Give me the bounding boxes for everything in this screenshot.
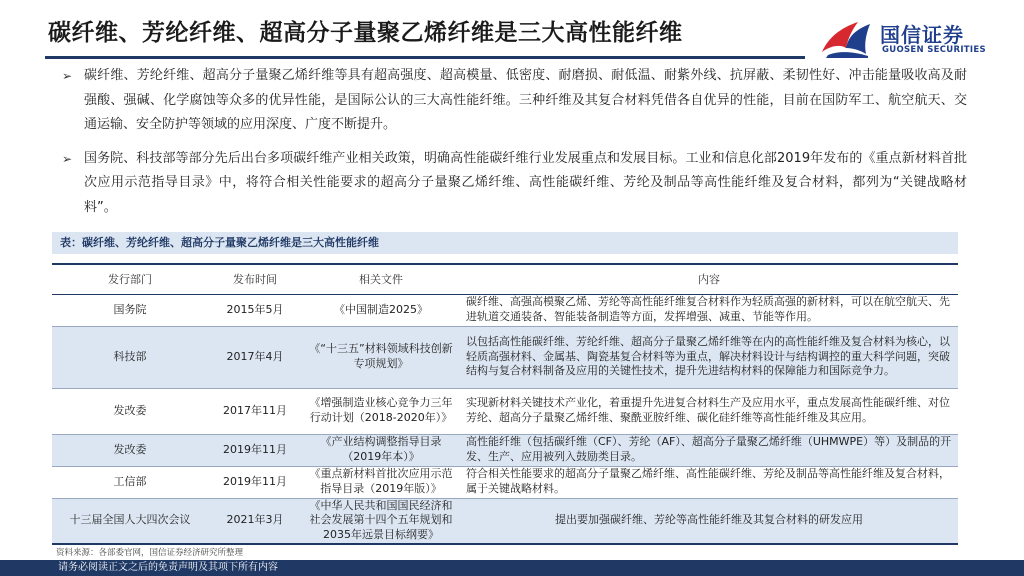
footer-bar xyxy=(0,560,1024,576)
cell-document: 《“十三五”材料领域科技创新专项规划》 xyxy=(302,326,460,388)
title-underline xyxy=(45,56,805,59)
bullet-item xyxy=(62,64,967,138)
bullet-text: 国务院、科技部等部分先后出台多项碳纤维产业相关政策，明确高性能碳纤维行业发展重点和发展目标。工业和信息化部2019年发布的《重点新材料首批次应用示范指导目录》中，将符合相关性能要求的超高分子量聚乙烯纤维、高性能碳纤维、芳纶及制品等高性能纤维及复合材料，都列为“关键战略材料”。 xyxy=(84,150,967,215)
cell-date: 2021年3月 xyxy=(208,498,302,544)
logo-company-name: 国信证券 xyxy=(880,23,964,47)
bullet-item xyxy=(62,147,967,221)
table-caption: 表：碳纤维、芳纶纤维、超高分子量聚乙烯纤维是三大高性能纤维 xyxy=(52,232,958,254)
page-title: 碳纤维、芳纶纤维、超高分子量聚乙烯纤维是三大高性能纤维 xyxy=(48,20,683,46)
table-row xyxy=(52,388,958,434)
logo-english-name: GUOSEN SECURITIES xyxy=(882,45,986,55)
cell-document: 《增强制造业核心竞争力三年行动计划（2018-2020年）》 xyxy=(302,388,460,434)
guosen-logo-icon xyxy=(818,18,874,58)
column-header-department: 发行部门 xyxy=(52,264,208,294)
cell-document: 《中国制造2025》 xyxy=(302,294,460,326)
cell-date: 2017年11月 xyxy=(208,388,302,434)
table-row xyxy=(52,294,958,326)
bullet-list xyxy=(62,64,967,221)
cell-document: 《重点新材料首批次应用示范指导目录（2019年版）》 xyxy=(302,466,460,498)
table-row xyxy=(52,466,958,498)
arrow-bullet-icon: ➢ xyxy=(62,151,73,166)
bullet-text: 碳纤维、芳纶纤维、超高分子量聚乙烯纤维等具有超高强度、超高模量、低密度、耐磨损、耐低温、耐紫外线、抗屏蔽、柔韧性好、冲击能量吸收高及耐强酸、强碱、化学腐蚀等众多的优异性能，是国际公认的三大高性能纤维。三种纤维及其复合材料凭借各自优异的性能，目前在国防军工、航空航天、交通运输、安全防护等领域的应用深度、广度不断提升。 xyxy=(84,68,967,133)
cell-department: 科技部 xyxy=(52,326,208,388)
table-row xyxy=(52,434,958,466)
cell-date: 2015年5月 xyxy=(208,294,302,326)
title-bar xyxy=(0,0,1024,62)
cell-content: 实现新材料关键技术产业化，着重提升先进复合材料生产及应用水平，重点发展高性能碳纤维、对位芳纶、超高分子量聚乙烯纤维、聚酰亚胺纤维、碳化硅纤维等高性能纤维及其应用。 xyxy=(460,388,958,434)
cell-department: 工信部 xyxy=(52,466,208,498)
cell-department: 发改委 xyxy=(52,434,208,466)
source-note: 资料来源：各部委官网，国信证券经济研究所整理 xyxy=(56,548,244,558)
company-logo xyxy=(818,18,1018,60)
cell-content: 以包括高性能碳纤维、芳纶纤维、超高分子量聚乙烯纤维等在内的高性能纤维及复合材料为核心，以轻质高强材料、金属基、陶瓷基复合材料等为重点，解决材料设计与结构调控的重大科学问题，突破结构与复合材料制备及应用的关键性技术，提升先进结构材料的保障能力和国际竞争力。 xyxy=(460,326,958,388)
cell-content: 提出要加强碳纤维、芳纶等高性能纤维及其复合材料的研发应用 xyxy=(460,498,958,544)
cell-date: 2019年11月 xyxy=(208,434,302,466)
column-header-date: 发布时间 xyxy=(208,264,302,294)
cell-department: 国务院 xyxy=(52,294,208,326)
arrow-bullet-icon: ➢ xyxy=(62,69,73,83)
cell-document: 《产业结构调整指导目录（2019年本）》 xyxy=(302,434,460,466)
cell-date: 2017年4月 xyxy=(208,326,302,388)
table-header-row xyxy=(52,264,958,294)
cell-content: 高性能纤维（包括碳纤维（CF）、芳纶（AF）、超高分子量聚乙烯纤维（UHMWPE）等）及制品的开发、生产、应用被列入鼓励类目录。 xyxy=(460,434,958,466)
column-header-document: 相关文件 xyxy=(302,264,460,294)
column-header-content: 内容 xyxy=(460,264,958,294)
cell-content: 碳纤维、高强高模聚乙烯、芳纶等高性能纤维复合材料作为轻质高强的新材料，可以在航空航天、先进轨道交通装备、智能装备制造等方面，发挥增强、减重、节能等作用。 xyxy=(460,294,958,326)
cell-content: 符合相关性能要求的超高分子量聚乙烯纤维、高性能碳纤维、芳纶及制品等高性能纤维及复合材料，属于关键战略材料。 xyxy=(460,466,958,498)
cell-department: 发改委 xyxy=(52,388,208,434)
cell-document: 《中华人民共和国国民经济和社会发展第十四个五年规划和2035年远景目标纲要》 xyxy=(302,498,460,544)
table-row xyxy=(52,498,958,544)
cell-date: 2019年11月 xyxy=(208,466,302,498)
policy-table xyxy=(52,263,958,545)
disclaimer-text: 请务必阅读正文之后的免责声明及其项下所有内容 xyxy=(58,562,278,573)
cell-department: 十三届全国人大四次会议 xyxy=(52,498,208,544)
table-row xyxy=(52,326,958,388)
